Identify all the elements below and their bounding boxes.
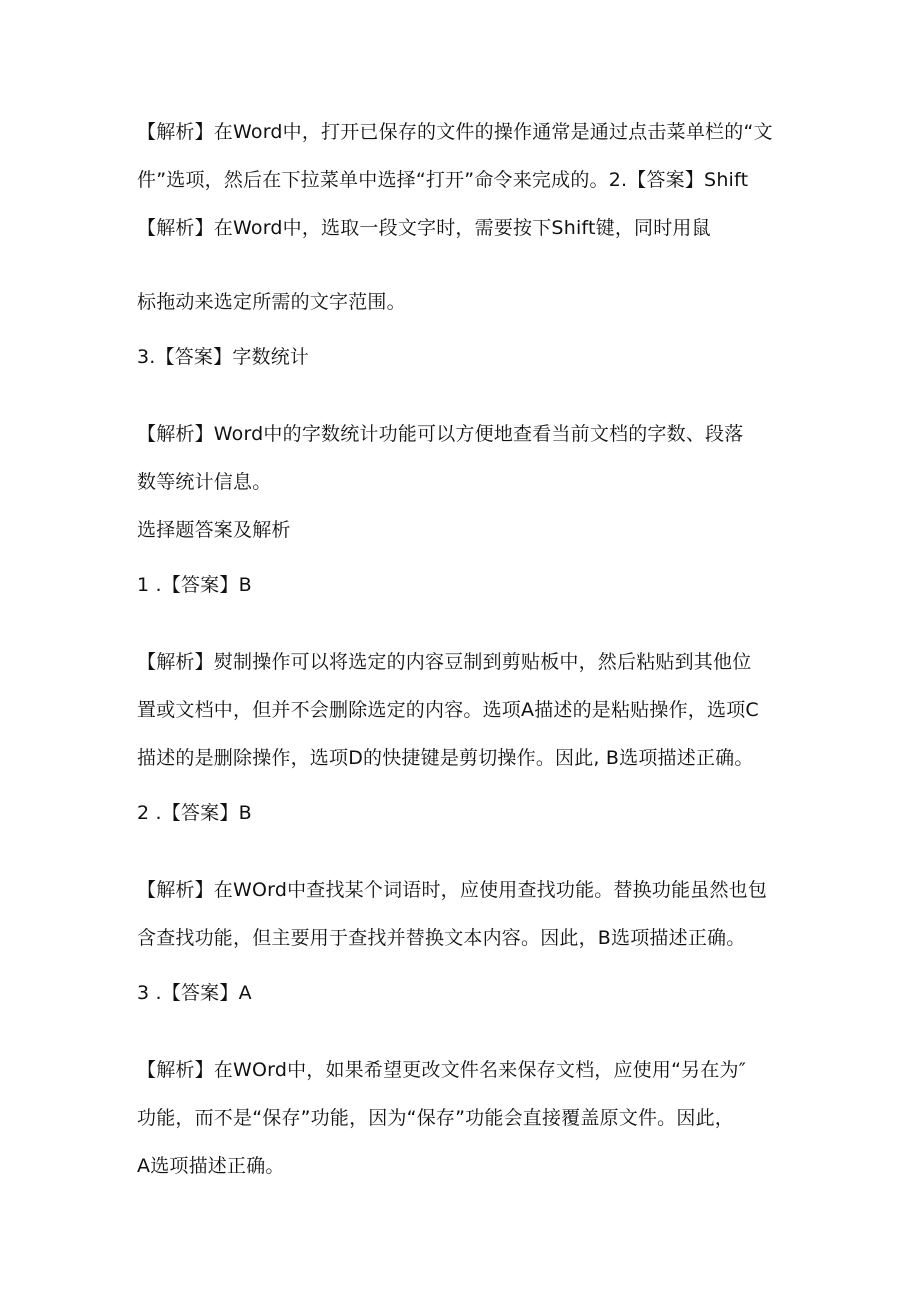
text-line: 【解析】Word中的字数统计功能可以方便地查看当前文档的字数、段落 bbox=[137, 423, 744, 445]
text-line: 【解析】在Word中，打开已保存的文件的操作通常是通过点击菜单栏的“文 bbox=[137, 121, 773, 143]
text-line: 件”选项，然后在下拉菜单中选择“打开”命令来完成的。2.【答案】Shift bbox=[137, 169, 749, 191]
text-line: 数等统计信息。 bbox=[137, 471, 272, 493]
section-heading: 选择题答案及解析 bbox=[137, 519, 291, 541]
text-line: 功能，而不是“保存”功能，因为“保存”功能会直接覆盖原文件。因此， bbox=[137, 1107, 734, 1129]
text-line: A选项描述正确。 bbox=[137, 1155, 285, 1177]
text-line: 【解析】在WOrd中，如果希望更改文件名来保存文档，应使用“另在为″ bbox=[137, 1059, 747, 1081]
text-line: 描述的是删除操作，选项D的快捷键是剪切操作。因此, B选项描述正确。 bbox=[137, 747, 754, 769]
text-line: 【解析】在Word中，选取一段文字时，需要按下Shift键，同时用鼠 bbox=[137, 217, 711, 239]
answer-line: 1 .【答案】B bbox=[137, 574, 252, 596]
text-line: 标拖动来选定所需的文字范围。 bbox=[137, 291, 406, 313]
text-line: 【解析】熨制操作可以将选定的内容豆制到剪贴板中，然后粘贴到其他位 bbox=[137, 651, 752, 673]
answer-line: 2 .【答案】B bbox=[137, 802, 252, 824]
text-line: 置或文档中，但并不会删除选定的内容。选项A描述的是粘贴操作，选项C bbox=[137, 699, 759, 721]
text-line: 3.【答案】字数统计 bbox=[137, 346, 310, 368]
answer-line: 3 .【答案】A bbox=[137, 982, 252, 1004]
text-line: 【解析】在WOrd中查找某个词语时，应使用查找功能。替换功能虽然也包 bbox=[137, 879, 768, 901]
text-line: 含查找功能，但主要用于查找并替换文本内容。因此，B选项描述正确。 bbox=[137, 927, 746, 949]
